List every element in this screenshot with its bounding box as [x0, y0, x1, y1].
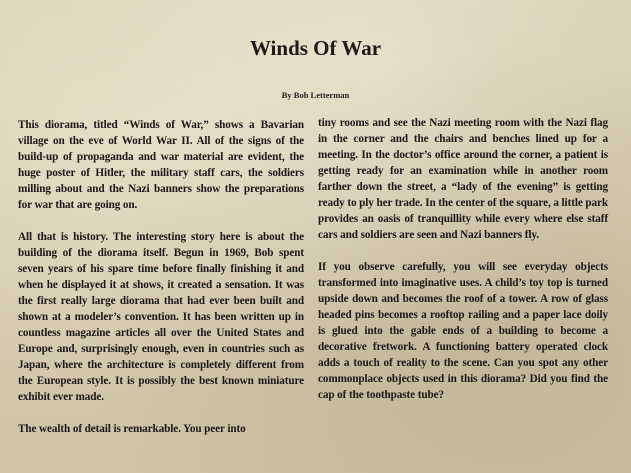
paragraph: The wealth of detail is remarkable. You peer into — [18, 423, 246, 435]
paragraph: If you observe carefully, you will see everyday objects transformed into imaginative uses. A child’s toy top is turned upside down and becomes the roof of a tower. A row of glass headed pins becomes a rooftop railing and a paper lace doily is glued into the gable ends of a building to become a decorative fretwork. A functioning battery operated clock adds a touch of reality to the scene. Can you spot any other commonplace objects used in this diorama? Did you find the cap of the toothpaste tube? — [318, 261, 608, 401]
left-column — [18, 117, 304, 437]
paragraph: This diorama, titled “Winds of War,” shows a Bavarian village on the eve of World War II. All of the signs of the build-up of propaganda and war material are evident, the huge poster of Hitler, the military staff cars, the soldiers milling about and the Nazi banners show the preparations for war that are going on. — [18, 119, 304, 211]
article-title: Winds Of War — [249, 36, 382, 60]
right-column — [318, 115, 608, 403]
paragraph: All that is history. The interesting story here is about the building of the diorama itself. Begun in 1969, Bob spent seven years of his spare time before finally finishing it and when he displayed it at shows, it created a sensation. It was the first really large diorama that had ever been built and shown at a modeler’s convention. It has been written up in countless magazine articles all over the United States and Europe and, surprisingly enough, even in countries such as Japan, where the architecture is completely different from the European style. It is possibly the best known miniature exhibit ever made. — [18, 231, 304, 403]
paragraph: tiny rooms and see the Nazi meeting room with the Nazi flag in the corner and the chairs and benches lined up for a meeting. In the doctor’s office around the corner, a patient is getting ready for an examination while in another room farther down the street, a “lady of the evening” is getting ready to ply her trade. In the center of the square, a little park provides an oasis of tranquillity while every where else staff cars and soldiers are seen and Nazi banners fly. — [318, 117, 608, 241]
article-byline: By Bob Letterman — [281, 90, 350, 100]
